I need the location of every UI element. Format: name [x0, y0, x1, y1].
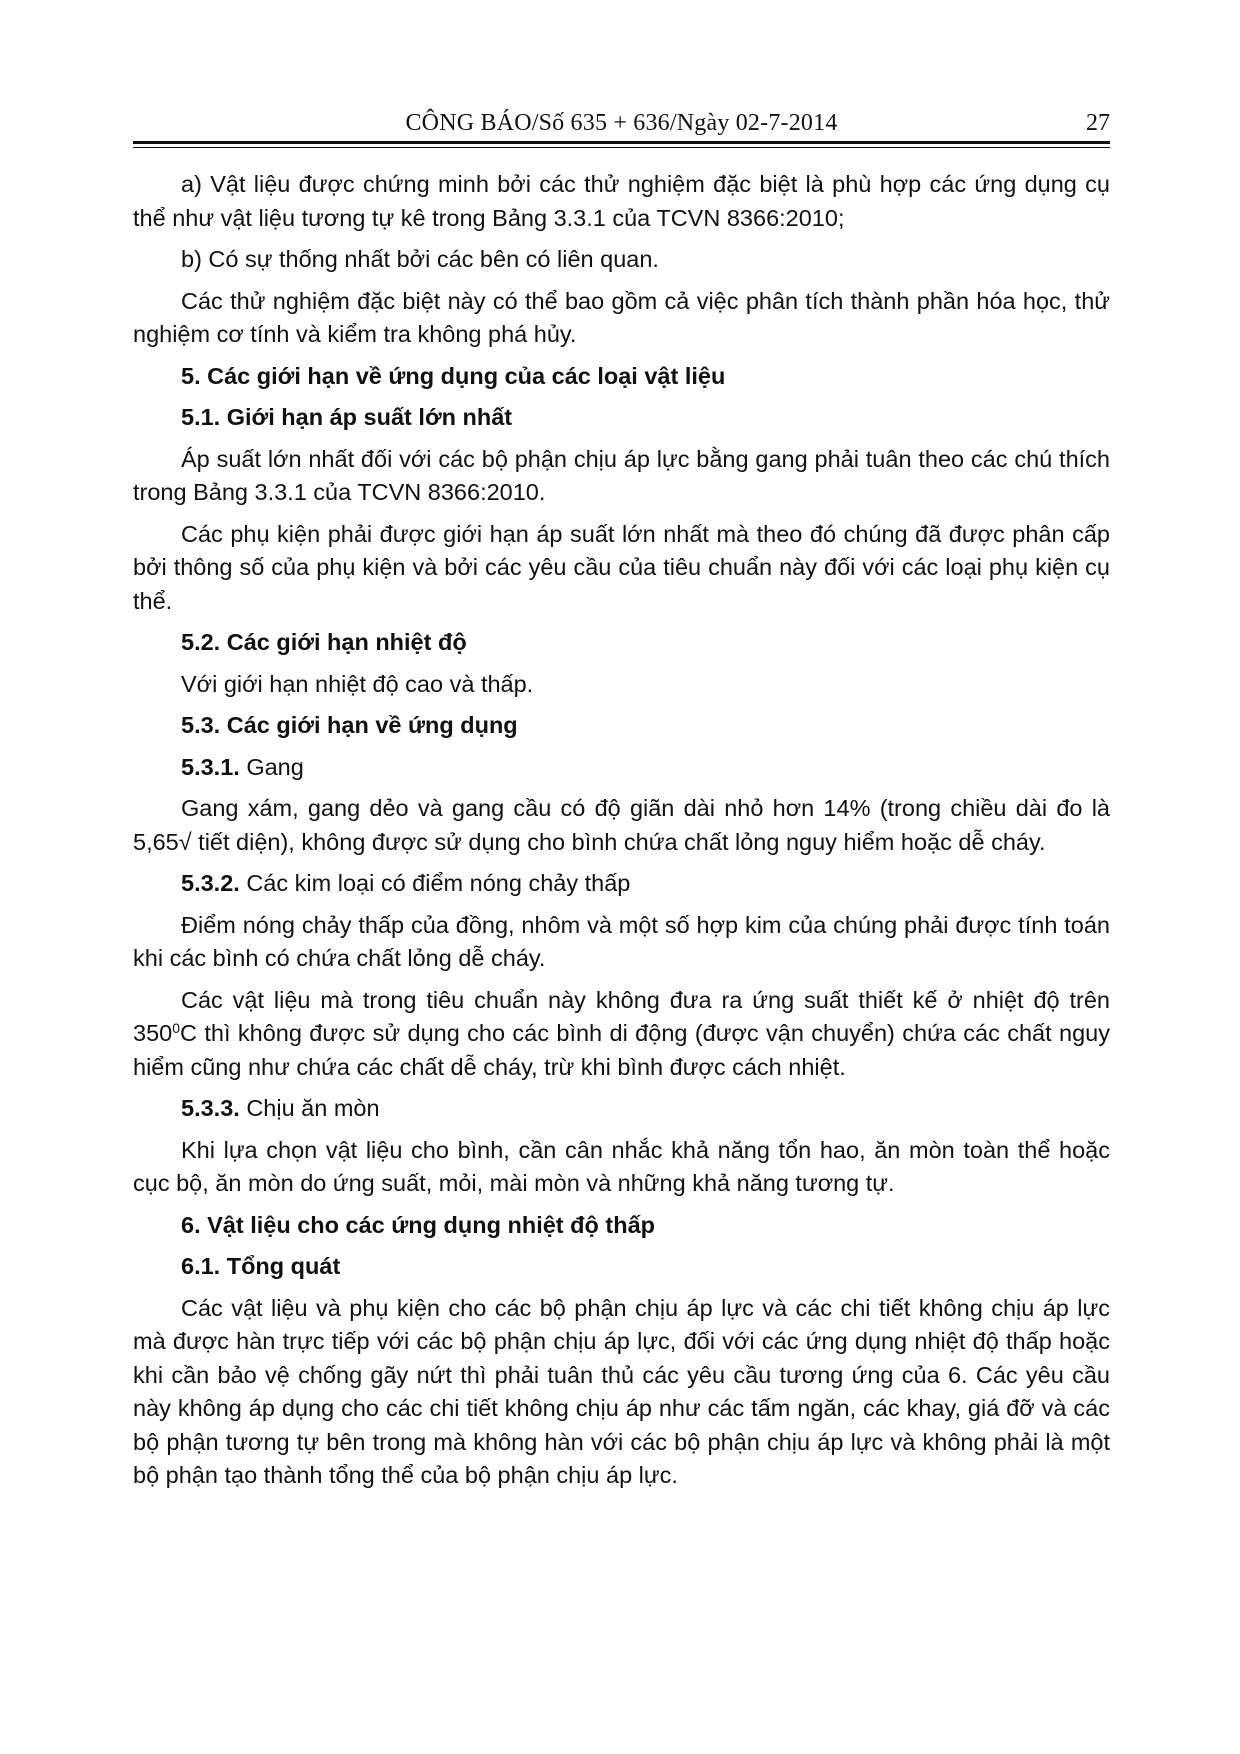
clause-number: 5.3.1.	[181, 753, 240, 780]
clause-title: Chịu ăn mòn	[239, 1095, 380, 1121]
paragraph: a) Vật liệu được chứng minh bởi các thử nghiệm đặc biệt là phù hợp các ứng dụng cụ thể như vật liệu tương tự kê trong Bảng 3.3.1 của TCVN 8366:2010;	[133, 171, 1110, 231]
paragraph-text: Các vật liệu mà trong tiêu chuẩn này không đưa ra ứng suất thiết kế ở nhiệt độ trên 350	[133, 986, 1110, 1046]
paragraph: Các thử nghiệm đặc biệt này có thể bao gồm cả việc phân tích thành phần hóa học, thử nghiệm cơ tính và kiểm tra không phá hủy.	[133, 287, 1110, 347]
clause-heading	[133, 1092, 1110, 1126]
section-heading: 5. Các giới hạn về ứng dụng của các loại vật liệu	[181, 362, 726, 389]
header-rule-thick	[133, 141, 1110, 144]
clause-heading	[133, 751, 1110, 785]
subsection-heading: 6.1. Tổng quát	[181, 1253, 341, 1279]
clause-number: 5.3.2.	[181, 870, 240, 896]
paragraph	[133, 984, 1110, 1085]
paragraph: Gang xám, gang dẻo và gang cầu có độ giãn dài nhỏ hơn 14% (trong chiều dài đo là 5,65√ tiết diện), không được sử dụng cho bình chứa chất lỏng nguy hiểm hoặc dễ cháy.	[133, 795, 1110, 855]
paragraph: b) Có sự thống nhất bởi các bên có liên quan.	[181, 246, 659, 272]
paragraph: Với giới hạn nhiệt độ cao và thấp.	[181, 670, 534, 697]
subsection-heading: 5.1. Giới hạn áp suất lớn nhất	[181, 404, 513, 430]
gazette-title: CÔNG BÁO/Số 635 + 636/Ngày 02-7-2014	[405, 110, 838, 136]
paragraph: Áp suất lớn nhất đối với các bộ phận chịu áp lực bằng gang phải tuân theo các chú thích trong Bảng 3.3.1 của TCVN 8366:2010.	[133, 445, 1110, 505]
header-rule-thin	[133, 147, 1110, 148]
paragraph: Các phụ kiện phải được giới hạn áp suất lớn nhất mà theo đó chúng đã được phân cấp bởi thông số của phụ kiện và bởi các yêu cầu của tiêu chuẩn này đối với các loại phụ kiện cụ thể.	[133, 520, 1110, 614]
clause-title: Các kim loại có điểm nóng chảy thấp	[239, 870, 631, 896]
page-number: 27	[1086, 110, 1110, 136]
clause-title: Gang	[239, 753, 304, 780]
page-header	[133, 104, 1110, 144]
section-heading: 6. Vật liệu cho các ứng dụng nhiệt độ thấp	[181, 1211, 655, 1238]
subsection-heading: 5.2. Các giới hạn nhiệt độ	[181, 629, 467, 655]
clause-heading	[133, 867, 1110, 901]
document-body	[133, 168, 1110, 1501]
paragraph: Các vật liệu và phụ kiện cho các bộ phận chịu áp lực và các chi tiết không chịu áp lực mà được hàn trực tiếp với các bộ phận chịu áp lực, đối với các ứng dụng nhiệt độ thấp hoặc khi cần bảo vệ chống gãy nứt thì phải tuân thủ các yêu cầu tương ứng của 6. Các yêu cầu này không áp dụng cho các chi tiết không chịu áp như các tấm ngăn, các khay, giá đỡ và các bộ phận tương tự bên trong mà không hàn với các bộ phận chịu áp lực và không phải là một bộ phận tạo thành tổng thể của bộ phận chịu áp lực.	[133, 1294, 1110, 1488]
clause-number: 5.3.3.	[181, 1095, 240, 1121]
degree-superscript: 0	[172, 1020, 181, 1036]
subsection-heading: 5.3. Các giới hạn về ứng dụng	[181, 712, 518, 738]
paragraph: Điểm nóng chảy thấp của đồng, nhôm và một số hợp kim của chúng phải được tính toán khi các bình có chứa chất lỏng dễ cháy.	[133, 911, 1110, 971]
paragraph: Khi lựa chọn vật liệu cho bình, cần cân nhắc khả năng tổn hao, ăn mòn toàn thể hoặc cục bộ, ăn mòn do ứng suất, mỏi, mài mòn và những khả năng tương tự.	[133, 1136, 1110, 1196]
paragraph-text: C thì không được sử dụng cho các bình di động (được vận chuyển) chứa các chất nguy hiểm cũng như chứa các chất dễ cháy, trừ khi bình được cách nhiệt.	[133, 1020, 1110, 1080]
